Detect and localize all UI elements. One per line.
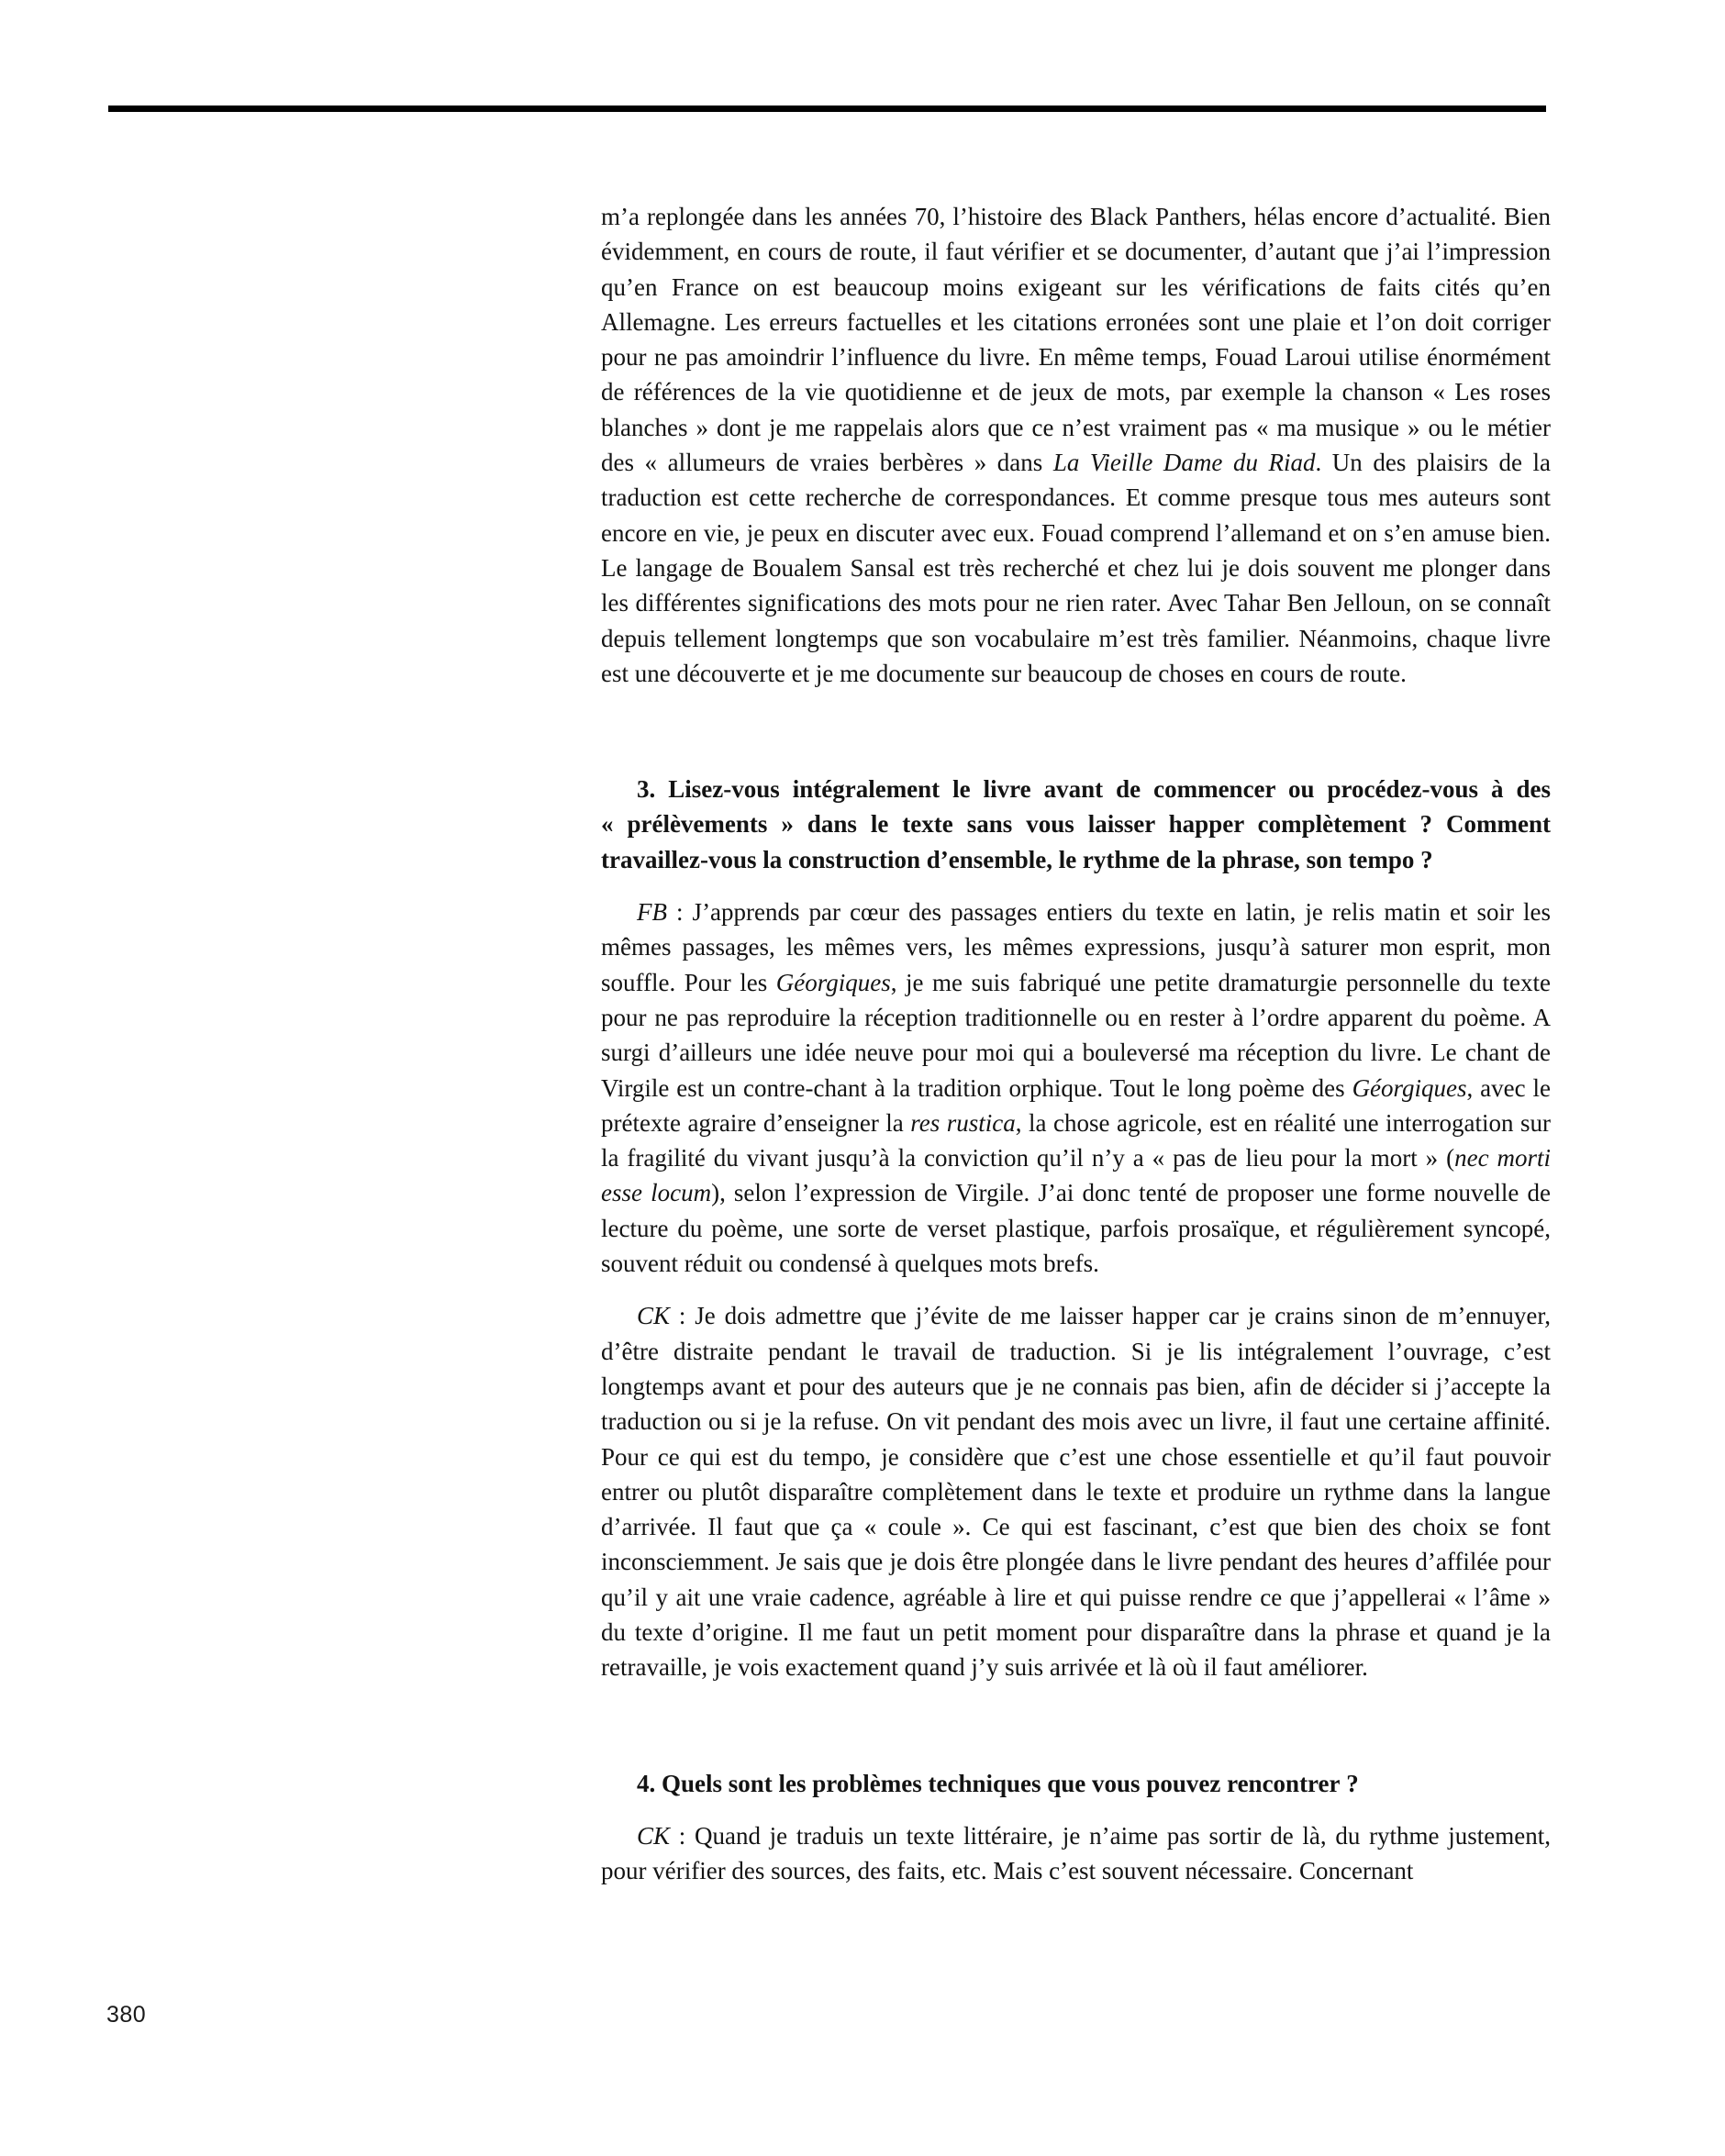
intro-paragraph: m’a replongée dans les années 70, l’histoire des Black Panthers, hélas encore d’actualité. Bien évidemment, en cours de route, il faut vérifier et se documenter, d’autant que j’ai l’impression qu’en France on est beaucoup moins exigeant sur les vérifications de faits cités qu’en Allemagne. Les erreurs factuelles et les citations erronées sont une plaie et l’on doit corriger pour ne pas amoindrir l’influence du livre. En même temps, Fouad Laroui utilise énormément de références de la vie quotidienne et de jeux de mots, par exemple la chanson « Les roses blanches » dont je me rappelais alors que ce n’est vraiment pas « ma musique » ou le métier des « allumeurs de vraies berbères » dans La Vieille Dame du Riad. Un des plaisirs de la traduction est cette recherche de correspondances. Et comme presque tous mes auteurs sont encore en vie, je peux en discuter avec eux. Fouad comprend l’allemand et on s’en amuse bien. Le langage de Boualem Sansal est très recherché et chez lui je dois souvent me plonger dans les différentes significations des mots pour ne rien rater. Avec Tahar Ben Jelloun, on se connaît depuis tellement longtemps que son vocabulaire m’est très familier. Néanmoins, chaque livre est une découverte et je me documente sur beaucoup de choses en cours de route.: [601, 203, 1551, 687]
ck-answer-paragraph: CK : Je dois admettre que j’évite de me laisser happer car je crains sinon de m’ennuyer, d’être distraite pendant le travail de traduction. Si je lis intégralement l’ouvrage, c’est longtemps avant et pour des auteurs que je ne connais pas bien, afin de décider si j’accepte la traduction ou si je la refuse. On vit pendant des mois avec un livre, il faut une certaine affinité. Pour ce qui est du tempo, je considère que c’est une chose essentielle et qu’il faut pouvoir entrer ou plutôt disparaître complètement dans le texte et produire un rythme dans la langue d’arrivée. Il faut que ça « coule ». Ce qui est fascinant, c’est que bien des choix se font inconsciemment. Je sais que je dois être plongée dans le livre pendant des heures d’affilée pour qu’il y ait une vraie cadence, agréable à lire et qui puisse rendre ce que j’appellerai « l’âme » du texte d’origine. Il me faut un petit moment pour disparaître dans la phrase et quand je la retravaille, je vois exactement quand j’y suis arrivée et là où il faut améliorer.: [601, 1302, 1551, 1682]
ck-answer-paragraph-2: CK : Quand je traduis un texte littéraire, je n’aime pas sortir de là, du rythme justement, pour vérifier des sources, des faits, etc. Mais c’est souvent nécessaire. Concernant: [601, 1821, 1551, 1885]
text-column: [601, 199, 1551, 1888]
question-3: 3. Lisez-vous intégralement le livre avant de commencer ou procédez-vous à des « prélèvements » dans le texte sans vous laisser happer complètement ? Comment travaillez-vous la construction d’ensemble, le rythme de la phrase, son tempo ?: [601, 775, 1551, 873]
question-4: 4. Quels sont les problèmes techniques que vous pouvez rencontrer ?: [637, 1769, 1359, 1797]
page-number: 380: [106, 2002, 147, 2028]
fb-answer-paragraph: FB : J’apprends par cœur des passages entiers du texte en latin, je relis matin et soir les mêmes passages, les mêmes vers, les mêmes expressions, jusqu’à saturer mon esprit, mon souffle. Pour les Géorgiques, je me suis fabriqué une petite dramaturgie personnelle du texte pour ne pas reproduire la réception traditionnelle ou en rester à l’ordre apparent du poème. A surgi d’ailleurs une idée neuve pour moi qui a bouleversé ma réception du livre. Le chant de Virgile est un contre-chant à la tradition orphique. Tout le long poème des Géorgiques, avec le prétexte agraire d’enseigner la res rustica, la chose agricole, est en réalité une interrogation sur la fragilité du vivant jusqu’à la conviction qu’il n’y a « pas de lieu pour la mort » (nec morti esse locum), selon l’expression de Virgile. J’ai donc tenté de proposer une forme nouvelle de lecture du poème, une sorte de verset plastique, parfois prosaïque, et régulièrement syncopé, souvent réduit ou condensé à quelques mots brefs.: [601, 898, 1552, 1278]
header-rule: [108, 106, 1546, 112]
